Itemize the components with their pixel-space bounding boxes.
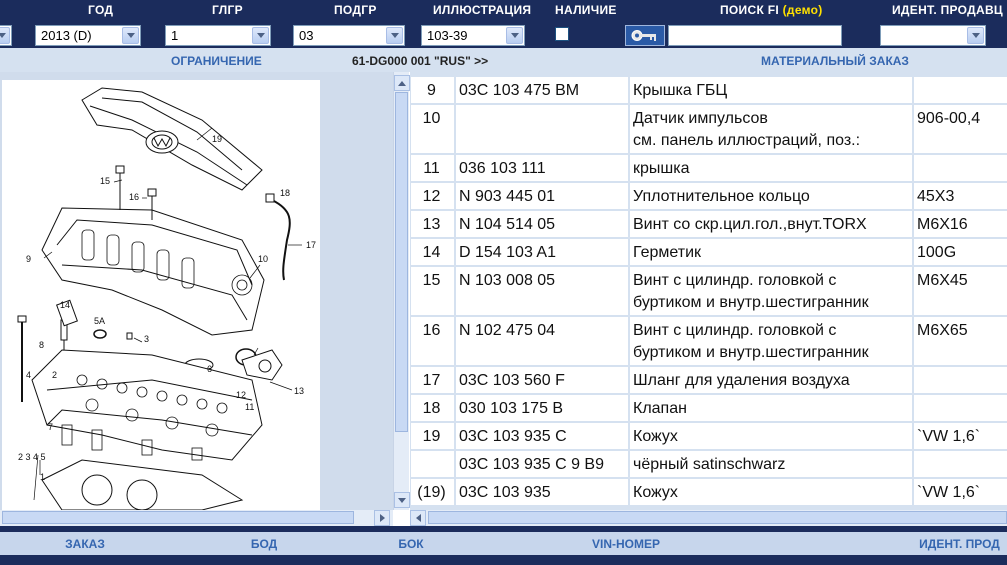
- table-row[interactable]: [410, 183, 1007, 209]
- illustration-horizontal-scrollbar[interactable]: [0, 510, 393, 526]
- part-description: Шланг для удаления воздуха: [633, 372, 850, 389]
- main-group-select[interactable]: 1: [165, 25, 271, 46]
- part-description: Кожух: [633, 484, 678, 501]
- table-row[interactable]: [410, 479, 1007, 505]
- table-cell: [411, 239, 454, 265]
- illus-label: 13: [294, 386, 305, 396]
- part-spec: 45X3: [917, 188, 955, 205]
- part-number: N 903 445 01: [459, 188, 556, 205]
- chevron-down-icon: [506, 27, 523, 44]
- key-button[interactable]: [625, 25, 665, 46]
- chevron-down-icon: [967, 27, 984, 44]
- part-number: 03C 103 935 C: [459, 428, 567, 445]
- part-spec: M6X45: [917, 272, 968, 289]
- key-icon: [626, 26, 664, 45]
- table-cell: [914, 211, 1007, 237]
- table-cell: [914, 239, 1007, 265]
- material-order-link[interactable]: МАТЕРИАЛЬНЫЙ ЗАКАЗ: [761, 54, 909, 68]
- table-cell: [456, 155, 628, 181]
- parts-illustration[interactable]: [2, 80, 320, 510]
- table-cell: [630, 183, 912, 209]
- table-cell: [411, 317, 454, 365]
- part-position: 19: [422, 428, 441, 445]
- bok-button[interactable]: БОК: [388, 536, 434, 552]
- table-cell: [914, 395, 1007, 421]
- part-position: 10: [422, 110, 441, 127]
- illus-label: 11: [245, 402, 255, 412]
- ident-dealer-button[interactable]: ИДЕНТ. ПРОД: [912, 536, 1007, 552]
- table-row[interactable]: [410, 451, 1007, 477]
- scroll-down-button[interactable]: [394, 492, 410, 508]
- table-cell: [630, 423, 912, 449]
- table-cell: [630, 479, 912, 505]
- part-number: D 154 103 A1: [459, 244, 556, 261]
- part-description: Винт со скр.цил.гол.,внут.TORX: [633, 216, 867, 233]
- table-cell: [411, 105, 454, 153]
- table-cell: [630, 267, 912, 315]
- chevron-down-icon: [386, 27, 403, 44]
- part-position: 17: [422, 372, 441, 389]
- part-description-line2: буртиком и внутр.шестигранник: [633, 294, 869, 311]
- part-description: Винт с цилиндр. головкой с: [633, 272, 837, 289]
- illus-label: 18: [280, 188, 291, 198]
- table-cell: [914, 423, 1007, 449]
- availability-checkbox[interactable]: [555, 27, 569, 41]
- table-cell: [411, 77, 454, 103]
- bod-button[interactable]: БОД: [240, 536, 288, 552]
- table-cell: [630, 77, 912, 103]
- illustration-header: ИЛЛЮСТРАЦИЯ: [433, 3, 532, 17]
- parts-horizontal-scrollbar[interactable]: [410, 510, 1007, 526]
- demo-label: (демо): [782, 3, 823, 17]
- table-cell: [456, 183, 628, 209]
- part-number: 03C 103 560 F: [459, 372, 565, 389]
- part-number: 03C 103 935 C 9 B9: [459, 456, 604, 473]
- ident-dealer-select[interactable]: [880, 25, 986, 46]
- table-row[interactable]: [410, 239, 1007, 265]
- availability-header: НАЛИЧИЕ: [555, 3, 617, 17]
- scroll-thumb[interactable]: [2, 511, 354, 524]
- illus-label: 2 3 4 5: [18, 452, 46, 462]
- prev-select-stub[interactable]: [0, 25, 12, 46]
- table-cell: [914, 317, 1007, 365]
- parts-table: [410, 72, 1007, 510]
- part-description: чёрный satinschwarz: [633, 456, 786, 473]
- table-cell: [456, 77, 628, 103]
- table-cell: [630, 239, 912, 265]
- table-row[interactable]: [410, 423, 1007, 449]
- table-cell: [411, 367, 454, 393]
- table-cell: [456, 211, 628, 237]
- year-select[interactable]: 2013 (D): [35, 25, 141, 46]
- table-row[interactable]: [410, 77, 1007, 103]
- illus-label: 3: [144, 334, 150, 344]
- illus-label: 7: [48, 422, 54, 432]
- illus-label: 5A: [94, 316, 106, 326]
- part-description: Кожух: [633, 428, 678, 445]
- table-cell: [456, 239, 628, 265]
- part-number: 030 103 175 B: [459, 400, 564, 417]
- part-position: 16: [422, 322, 441, 339]
- illus-label: 16: [129, 192, 140, 202]
- illus-label: 19: [212, 134, 223, 144]
- table-cell: [411, 155, 454, 181]
- illustration-select[interactable]: 103-39: [421, 25, 525, 46]
- part-position: 14: [422, 244, 441, 261]
- part-position: (19): [417, 484, 446, 501]
- illustration-pane: [0, 72, 393, 510]
- table-row[interactable]: [410, 267, 1007, 315]
- illus-label: 9: [26, 254, 32, 264]
- table-row[interactable]: [410, 395, 1007, 421]
- part-number: N 102 475 04: [459, 322, 556, 339]
- table-cell: [411, 479, 454, 505]
- table-cell: [914, 155, 1007, 181]
- sub-header-bar: [0, 48, 1007, 72]
- part-spec: `VW 1,6`: [917, 484, 981, 501]
- table-row[interactable]: [410, 155, 1007, 181]
- vin-number-button[interactable]: VIN-НОМЕР: [580, 536, 672, 552]
- table-cell: [411, 451, 454, 477]
- ident-dealer-header: ИДЕНТ. ПРОДАВЦ: [892, 3, 1003, 17]
- part-description: крышка: [633, 160, 690, 177]
- illus-label: 17: [306, 240, 317, 250]
- footer-bar: [0, 526, 1007, 565]
- table-cell: [914, 77, 1007, 103]
- part-number: 03C 103 475 BM: [459, 82, 580, 99]
- sub-group-header: ПОДГР: [334, 3, 377, 17]
- scroll-right-button[interactable]: [374, 510, 390, 526]
- illus-label: 1: [40, 472, 46, 482]
- part-spec: M6X65: [917, 322, 968, 339]
- part-spec: M6X16: [917, 216, 968, 233]
- part-position: 9: [427, 82, 436, 99]
- illus-label: 12: [236, 390, 247, 400]
- table-cell: [630, 395, 912, 421]
- table-cell: [411, 211, 454, 237]
- scroll-left-button[interactable]: [410, 510, 426, 526]
- table-cell: [914, 367, 1007, 393]
- parts-vertical-scrollbar[interactable]: [393, 72, 409, 510]
- column-header-bar: [0, 0, 1007, 22]
- table-cell: [630, 105, 912, 153]
- table-cell: [914, 451, 1007, 477]
- table-cell: [456, 395, 628, 421]
- part-description: Клапан: [633, 400, 687, 417]
- part-number: N 103 008 05: [459, 272, 556, 289]
- part-number: 03C 103 935: [459, 484, 551, 501]
- scroll-thumb[interactable]: [395, 92, 408, 432]
- illus-label: 8: [39, 340, 45, 350]
- part-description: Уплотнительное кольцо: [633, 188, 810, 205]
- part-position: 15: [422, 272, 441, 289]
- illus-label: 6: [207, 364, 213, 374]
- table-row[interactable]: [410, 211, 1007, 237]
- table-cell: [411, 267, 454, 315]
- table-cell: [914, 479, 1007, 505]
- table-cell: [411, 395, 454, 421]
- part-position: 13: [422, 216, 441, 233]
- illus-label: 14: [60, 300, 71, 310]
- table-cell: [630, 451, 912, 477]
- chevron-down-icon: [122, 27, 139, 44]
- illustration-code[interactable]: 61-DG000 001 "RUS" >>: [352, 54, 489, 68]
- table-cell: [456, 267, 628, 315]
- table-cell: [914, 267, 1007, 315]
- part-position: 18: [422, 400, 441, 417]
- table-cell: [456, 317, 628, 365]
- sub-group-select[interactable]: 03: [293, 25, 405, 46]
- search-header: ПОИСК FI (демо): [720, 3, 823, 17]
- table-cell: [411, 423, 454, 449]
- table-cell: [630, 155, 912, 181]
- scroll-up-button[interactable]: [394, 75, 410, 91]
- part-position: 11: [423, 160, 440, 177]
- part-spec: `VW 1,6`: [917, 428, 981, 445]
- table-cell: [630, 317, 912, 365]
- table-cell: [456, 423, 628, 449]
- part-position: 12: [422, 188, 441, 205]
- part-description: Крышка ГБЦ: [633, 82, 728, 99]
- scroll-thumb[interactable]: [428, 511, 1007, 524]
- illus-label: 2: [52, 370, 58, 380]
- table-cell: [914, 105, 1007, 153]
- part-description-line2: буртиком и внутр.шестигранник: [633, 344, 869, 361]
- part-description: Датчик импульсов: [633, 110, 768, 127]
- part-spec: 906-00,4: [917, 110, 981, 127]
- illus-label: 4: [26, 370, 32, 380]
- part-spec: 100G: [917, 244, 957, 261]
- table-cell: [411, 183, 454, 209]
- part-description-line2: см. панель иллюстраций, поз.:: [633, 132, 861, 149]
- year-header: ГОД: [88, 3, 114, 17]
- table-cell: [456, 479, 628, 505]
- controls-row: [0, 22, 1007, 48]
- order-button[interactable]: ЗАКАЗ: [52, 536, 118, 552]
- illus-label: 15: [100, 176, 111, 186]
- table-row[interactable]: [410, 317, 1007, 365]
- part-number: N 104 514 05: [459, 216, 556, 233]
- part-number: 036 103 111: [459, 160, 546, 177]
- part-description: Герметик: [633, 244, 702, 261]
- main-group-header: ГЛГР: [212, 3, 243, 17]
- table-cell: [456, 105, 628, 153]
- table-row[interactable]: [410, 367, 1007, 393]
- table-cell: [914, 183, 1007, 209]
- table-cell: [630, 367, 912, 393]
- table-cell: [456, 367, 628, 393]
- table-row[interactable]: [410, 105, 1007, 153]
- illus-label: 10: [258, 254, 269, 264]
- search-input[interactable]: [668, 25, 842, 46]
- restriction-link[interactable]: ОГРАНИЧЕНИЕ: [171, 54, 262, 68]
- chevron-down-icon: [252, 27, 269, 44]
- table-cell: [630, 211, 912, 237]
- part-description: Винт с цилиндр. головкой с: [633, 322, 837, 339]
- table-cell: [456, 451, 628, 477]
